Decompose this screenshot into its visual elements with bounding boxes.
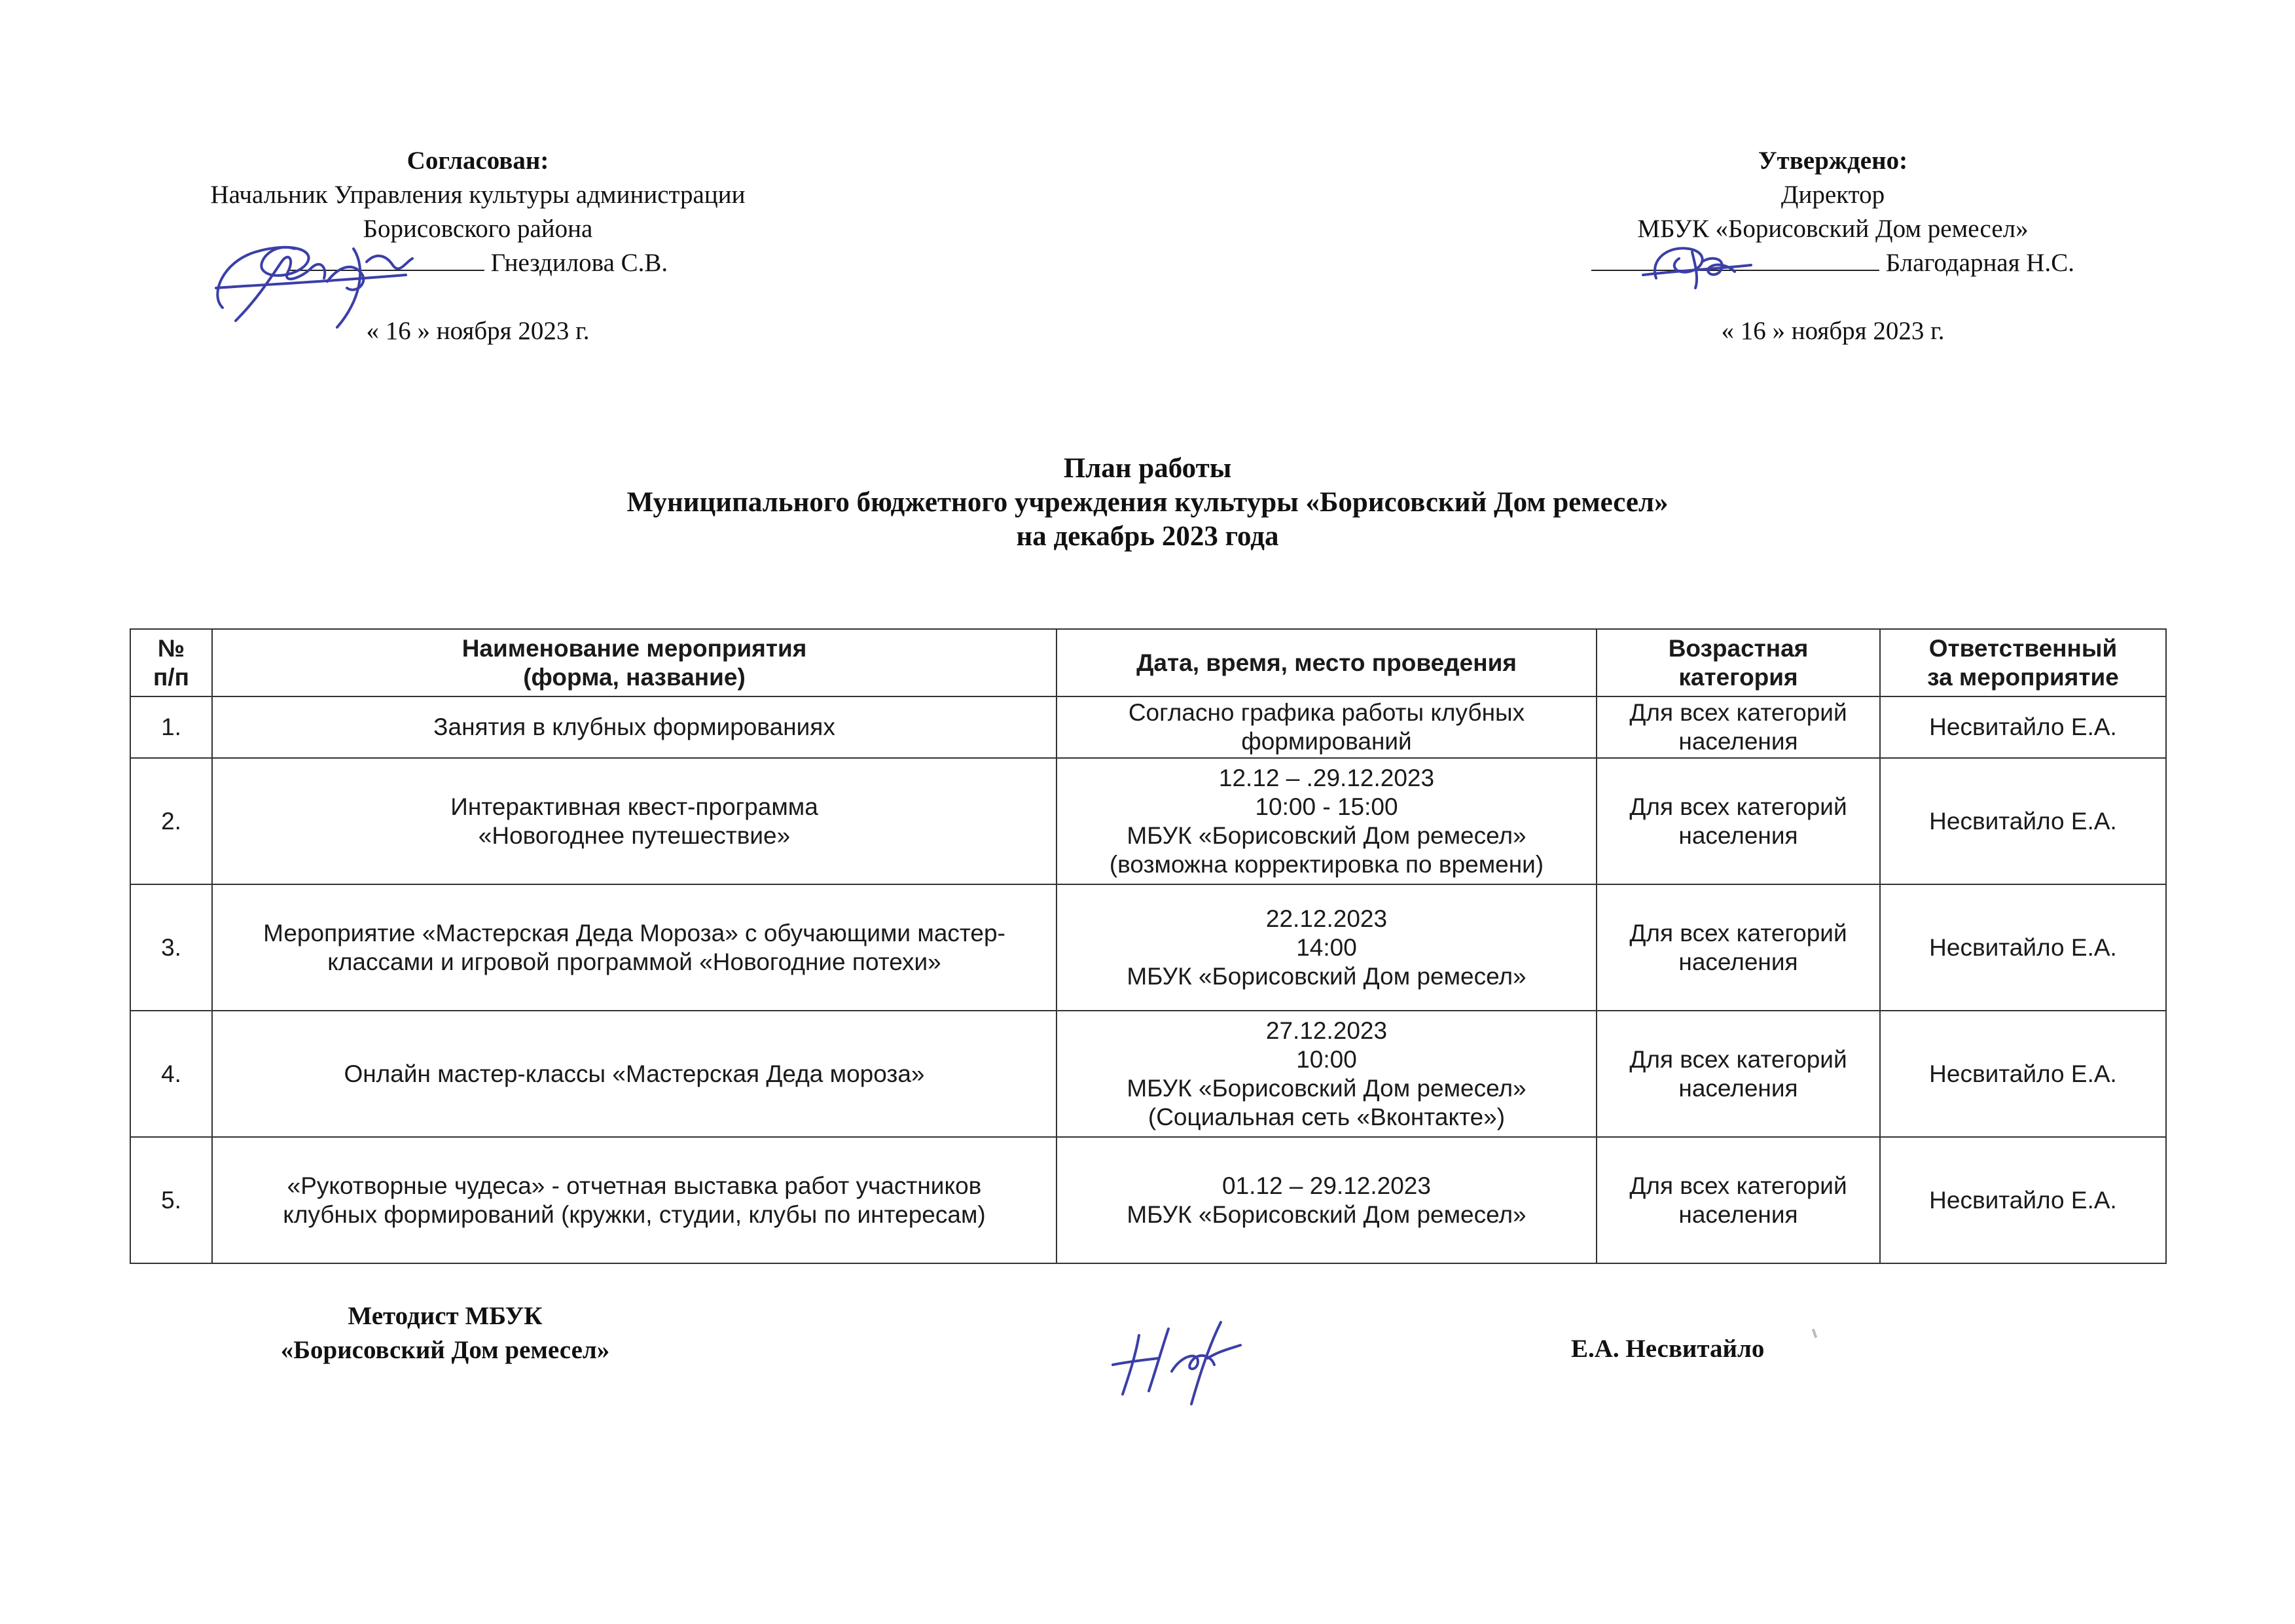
cell-date-place: 12.12 – .29.12.2023 10:00 - 15:00 МБУК «Борисовский Дом ремесел» (возможна корректировка по времени)	[1057, 758, 1597, 884]
cell-age: Для всех категорий населения	[1597, 1137, 1880, 1263]
cell-responsible: Несвитайло Е.А.	[1880, 758, 2166, 884]
cell-age: Для всех категорий населения	[1597, 1011, 1880, 1137]
footer-methodist-name: Е.А. Несвитайло	[1571, 1335, 1765, 1363]
cell-age: Для всех категорий населения	[1597, 758, 1880, 884]
handwritten-signature-right	[1630, 232, 1761, 298]
table-row	[130, 696, 2166, 758]
cell-event: Мероприятие «Мастерская Деда Мороза» с обучающими мастер- классами и игровой программой «Новогодние потехи»	[212, 884, 1057, 1011]
column-header-event-text: Наименование мероприятия (форма, название)	[461, 634, 807, 691]
footer-left-line-2: «Борисовский Дом ремесел»	[280, 1336, 610, 1364]
title-line-2: Муниципального бюджетного учреждения культуры «Борисовский Дом ремесел»	[626, 487, 1669, 518]
approval-right-signer: Благодарная Н.С.	[1885, 249, 2074, 277]
title-line-3: на декабрь 2023 года	[1016, 521, 1279, 552]
table-row	[130, 1137, 2166, 1263]
cell-event: «Рукотворные чудеса» - отчетная выставка работ участников клубных формирований (кружки, студии, клубы по интересам)	[212, 1137, 1057, 1263]
approval-left-position: Начальник Управления культуры администрации	[210, 181, 746, 209]
cell-event: Онлайн мастер-классы «Мастерская Деда мороза»	[212, 1011, 1057, 1137]
table-header-row	[130, 629, 2166, 696]
footer-methodist-title	[216, 1299, 674, 1367]
column-header-age: Возрастная категория	[1597, 629, 1880, 696]
document-title	[0, 452, 2295, 554]
cell-event: Интерактивная квест-программа «Новогоднее путешествие»	[212, 758, 1057, 884]
footer-left-line-1: Методист МБУК	[348, 1302, 543, 1330]
approval-right-signature-row	[1506, 246, 2160, 280]
column-header-event	[212, 629, 1057, 696]
cell-responsible: Несвитайло Е.А.	[1880, 1137, 2166, 1263]
column-header-number: № п/п	[130, 629, 212, 696]
title-line-1: План работы	[1063, 453, 1232, 484]
column-header-date-place: Дата, время, место проведения	[1057, 629, 1597, 696]
cell-responsible: Несвитайло Е.А.	[1880, 1011, 2166, 1137]
cell-date-place: 27.12.2023 10:00 МБУК «Борисовский Дом ремесел» (Социальная сеть «Вконтакте»)	[1057, 1011, 1597, 1137]
table-row	[130, 758, 2166, 884]
handwritten-signature-left	[196, 223, 471, 334]
approval-left-organization: Борисовского района	[363, 215, 593, 243]
cell-number: 2.	[130, 758, 212, 884]
cell-event: Занятия в клубных формированиях	[212, 696, 1057, 758]
approval-right-position: Директор	[1780, 181, 1885, 209]
plan-table	[130, 628, 2167, 1264]
cell-number: 3.	[130, 884, 212, 1011]
cell-date-place: 22.12.2023 14:00 МБУК «Борисовский Дом ремесел»	[1057, 884, 1597, 1011]
cell-number: 4.	[130, 1011, 212, 1137]
column-header-responsible: Ответственный за мероприятие	[1880, 629, 2166, 696]
approval-right-heading: Утверждено:	[1758, 147, 1908, 175]
cell-number: 1.	[130, 696, 212, 758]
cell-age: Для всех категорий населения	[1597, 884, 1880, 1011]
cell-date-place: 01.12 – 29.12.2023 МБУК «Борисовский Дом ремесел»	[1057, 1137, 1597, 1263]
approval-left-signer: Гнездилова С.В.	[490, 249, 668, 277]
footer-signature-block	[0, 1299, 2295, 1378]
cell-responsible: Несвитайло Е.А.	[1880, 696, 2166, 758]
approval-block-right	[1506, 144, 2160, 348]
approval-left-date: « 16 » ноября 2023 г.	[366, 317, 590, 345]
table-row	[130, 1011, 2166, 1137]
approval-right-organization: МБУК «Борисовский Дом ремесел»	[1637, 215, 2029, 243]
cell-number: 5.	[130, 1137, 212, 1263]
cell-age: Для всех категорий населения	[1597, 696, 1880, 758]
cell-responsible: Несвитайло Е.А.	[1880, 884, 2166, 1011]
cell-date-place: Согласно графика работы клубных формирований	[1057, 696, 1597, 758]
approval-left-heading: Согласован:	[407, 147, 549, 175]
approval-right-date: « 16 » ноября 2023 г.	[1721, 317, 1945, 345]
table-row	[130, 884, 2166, 1011]
